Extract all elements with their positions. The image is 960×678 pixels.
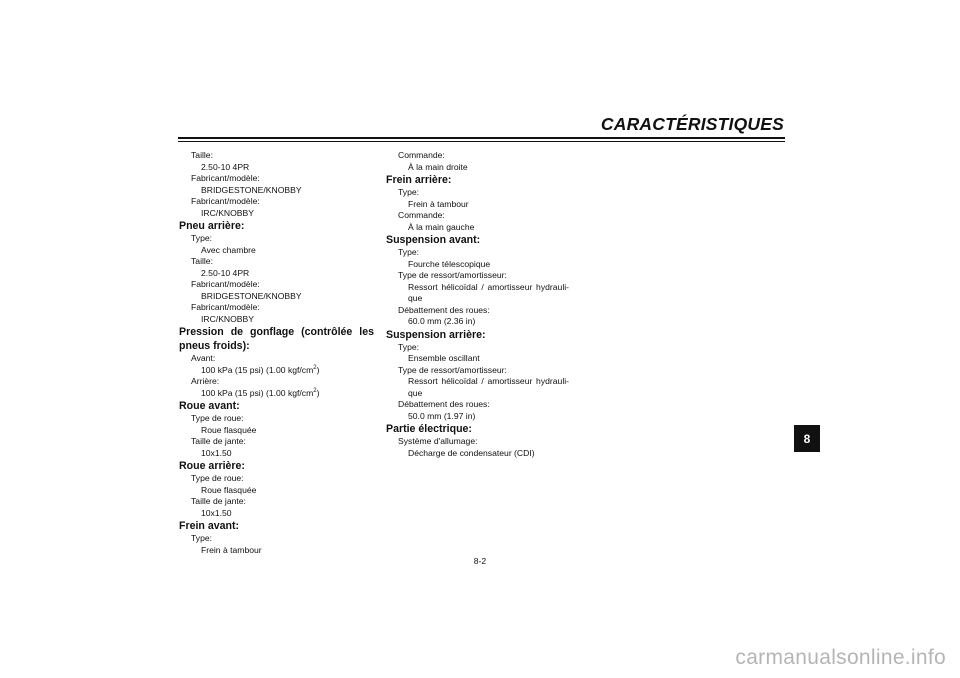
spec-label: Taille de jante: <box>191 436 246 446</box>
spec-label: Type: <box>398 247 420 257</box>
spec-label: Type: <box>398 187 420 197</box>
spec-value: Frein à tambour <box>408 198 469 209</box>
section-heading-roue-arriere: Roue arrière: <box>179 460 245 472</box>
spec-value: 10x1.50 <box>201 447 232 458</box>
spec-label: Type de roue: <box>191 473 244 483</box>
spec-value: 50.0 mm (1.97 in) <box>408 410 476 421</box>
spec-value: IRC/KNOBBY <box>201 313 255 324</box>
spec-value: BRIDGESTONE/KNOBBY <box>201 184 302 195</box>
spec-value: Frein à tambour <box>201 544 262 555</box>
spec-value-cont: que <box>408 293 423 303</box>
spec-label: Fabricant/modèle: <box>191 196 260 206</box>
spec-label: Commande: <box>398 150 445 160</box>
spec-label: Taille: <box>191 256 213 266</box>
spec-value: 2.50-10 4PR <box>201 267 250 278</box>
right-column <box>386 150 581 459</box>
section-heading-pression-cont: pneus froids): <box>179 340 250 352</box>
watermark: carmanualsonline.info <box>735 646 946 669</box>
spec-label: Fabricant/modèle: <box>191 279 260 289</box>
spec-label: Taille de jante: <box>191 496 246 506</box>
spec-label: Type: <box>191 233 213 243</box>
spec-label: Fabricant/modèle: <box>191 173 260 183</box>
spec-label: Type de ressort/amortisseur: <box>398 364 507 375</box>
spec-label: Type: <box>191 533 213 543</box>
spec-label: Taille: <box>191 150 213 160</box>
section-heading-partie-electrique: Partie électrique: <box>386 423 472 435</box>
spec-label: Type de ressort/amortisseur: <box>398 270 507 280</box>
spec-value-cont: que <box>408 387 423 398</box>
left-column <box>179 150 374 556</box>
section-heading-roue-avant: Roue avant: <box>179 400 240 412</box>
section-heading-frein-arriere: Frein arrière: <box>386 174 452 186</box>
page-number: 8-2 <box>473 556 487 566</box>
spec-value: Ressort hélicoïdal / amortisseur hydrauli- <box>408 376 569 386</box>
spec-label: Système d'allumage: <box>398 436 478 446</box>
spec-value: Roue flasquée <box>201 484 257 495</box>
spec-label: Avant: <box>191 353 216 363</box>
section-heading-suspension-avant: Suspension avant: <box>386 234 481 246</box>
page-title: CARACTÉRISTIQUES <box>600 114 784 134</box>
spec-value: 100 kPa (15 psi) (1.00 kgf/$cm^2$) <box>201 364 320 375</box>
title-rule-thick <box>178 137 785 139</box>
spec-value: À la main gauche <box>408 221 475 232</box>
spec-value: 100 kPa (15 psi) (1.00 kgf/$cm^2$) <box>201 387 320 398</box>
section-heading-frein-avant: Frein avant: <box>179 520 240 532</box>
section-heading-suspension-arriere: Suspension arrière: <box>386 328 486 341</box>
spec-value: Ressort hélicoïdal / amortisseur hydrauli- <box>408 281 569 292</box>
spec-label: Type de roue: <box>191 413 244 423</box>
spec-label: Débattement des roues: <box>398 399 490 409</box>
section-heading-pression: Pression de gonflage (contrôlée les <box>179 326 374 338</box>
spec-value: Ensemble oscillant <box>408 353 480 363</box>
spec-value: IRC/KNOBBY <box>201 207 255 218</box>
spec-value: 10x1.50 <box>201 507 232 518</box>
spec-value: Roue flasquée <box>201 424 257 435</box>
spec-value: Décharge de condensateur (CDI) <box>408 447 535 458</box>
spec-value: 2.50-10 4PR <box>201 161 250 172</box>
spec-label: Fabricant/modèle: <box>191 302 260 312</box>
spec-value: BRIDGESTONE/KNOBBY <box>201 290 302 301</box>
spec-label: Commande: <box>398 210 445 220</box>
title-rule-thin <box>178 141 785 142</box>
spec-value: À la main droite <box>408 161 468 172</box>
spec-value: Fourche télescopique <box>408 258 491 269</box>
spec-value: Avec chambre <box>201 244 256 255</box>
chapter-tab: 8 <box>794 425 820 452</box>
spec-label: Arrière: <box>191 376 220 386</box>
spec-value: 60.0 mm (2.36 in) <box>408 316 476 326</box>
spec-label: Type: <box>398 341 420 352</box>
section-heading-pneu-arriere: Pneu arrière: <box>179 220 245 232</box>
spec-label: Débattement des roues: <box>398 304 490 315</box>
